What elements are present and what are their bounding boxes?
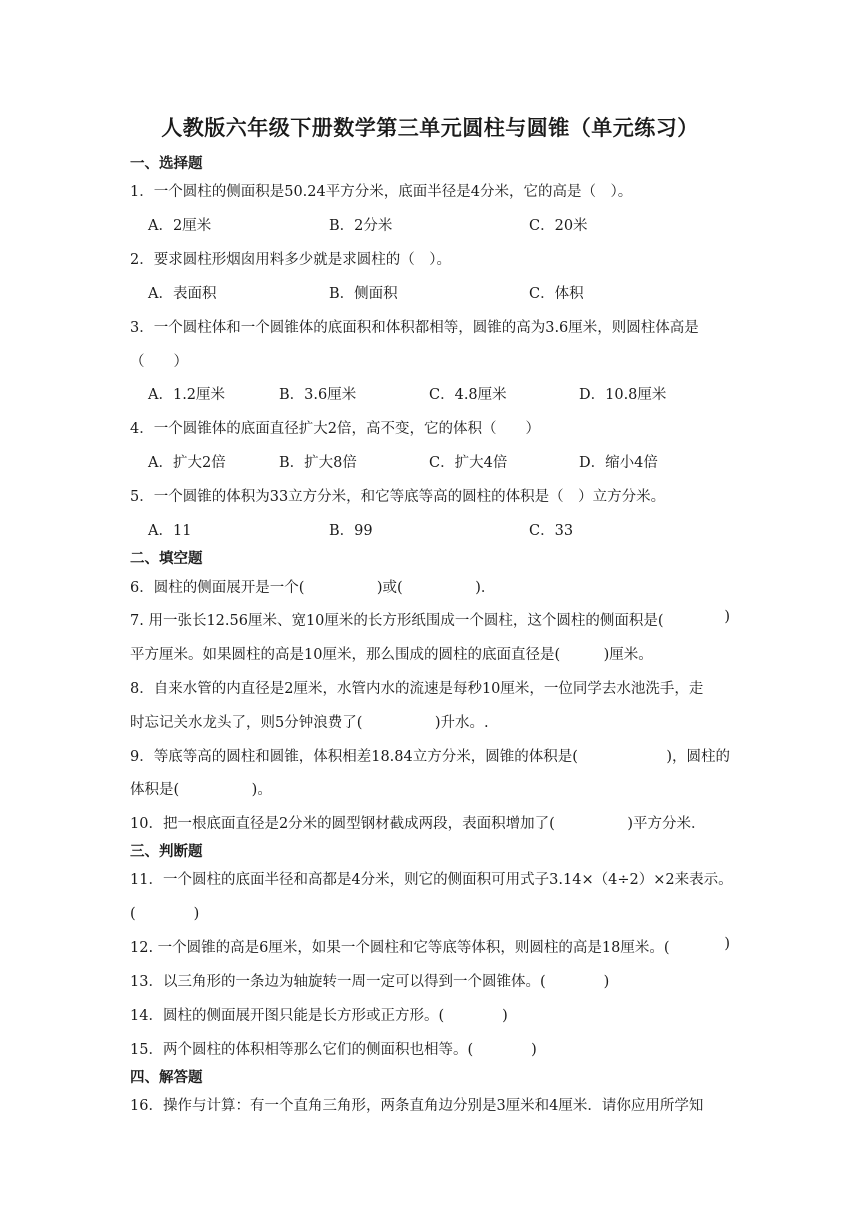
- question-1: 1．一个圆柱的侧面积是50.24平方分米，底面半径是4分米，它的高是（ ）。: [130, 184, 633, 200]
- option: A．扩大2倍: [148, 455, 226, 471]
- question-12-text: 12. 一个圆锥的高是6厘米，如果一个圆柱和它等底等体积，则圆柱的高是18厘米。(: [130, 940, 670, 956]
- option: A．1.2厘米: [148, 387, 226, 403]
- option: C．33: [529, 523, 574, 539]
- question-11-line-2: ( ): [130, 906, 200, 922]
- question-9-line-1: [130, 745, 730, 766]
- section-solve-heading: 四、解答题: [130, 1070, 203, 1086]
- question-4: 4．一个圆锥体的底面直径扩大2倍，高不变，它的体积（ ）: [130, 421, 540, 437]
- question-12: [130, 936, 730, 957]
- question-7-line-2: 平方厘米。如果圆柱的高是10厘米，那么围成的圆柱的底面直径是( )厘米。: [130, 647, 653, 663]
- question-2: 2．要求圆柱形烟囱用料多少就是求圆柱的（ ）。: [130, 252, 451, 268]
- option: C．扩大4倍: [429, 455, 508, 471]
- question-7-blank-close: ): [724, 609, 730, 625]
- option: B．侧面积: [329, 286, 398, 302]
- question-9-line-2: 体积是( )。: [130, 782, 272, 798]
- page-title: 人教版六年级下册数学第三单元圆柱与圆锥（单元练习）: [161, 116, 699, 140]
- section-judge-heading: 三、判断题: [130, 844, 203, 860]
- question-5: 5．一个圆锥的体积为33立方分米，和它等底等高的圆柱的体积是（ ）立方分米。: [130, 489, 666, 505]
- question-14: 14．圆柱的侧面展开图只能是长方形或正方形。( ): [130, 1008, 508, 1024]
- option: C．4.8厘米: [429, 387, 507, 403]
- question-8-line-1: 8．自来水管的内直径是2厘米，水管内水的流速是每秒10厘米，一位同学去水池洗手，走: [130, 681, 704, 697]
- question-13: 13．以三角形的一条边为轴旋转一周一定可以得到一个圆锥体。( ): [130, 974, 610, 990]
- section-choice-heading: 一、选择题: [130, 156, 203, 172]
- option: B．2分米: [329, 218, 393, 234]
- question-11-line-1: 11．一个圆柱的底面半径和高都是4分米，则它的侧面积可用式子3.14×（4÷2）×2来表示。: [130, 872, 733, 888]
- option: D．缩小4倍: [579, 455, 658, 471]
- question-9-text: 9．等底等高的圆柱和圆锥，体积相差18.84立方分米，圆锥的体积是(: [130, 749, 578, 765]
- option: C．体积: [529, 286, 584, 302]
- option: D．10.8厘米: [579, 387, 667, 403]
- option: A．11: [148, 523, 192, 539]
- option: B．3.6厘米: [279, 387, 357, 403]
- option: A．2厘米: [148, 218, 212, 234]
- option: B．扩大8倍: [279, 455, 357, 471]
- question-7-line-1: [130, 609, 730, 630]
- question-15: 15．两个圆柱的体积相等那么它们的侧面积也相等。( ): [130, 1042, 537, 1058]
- question-3-line-2: （ ）: [130, 354, 188, 370]
- question-7-text: 7. 用一张长12.56厘米、宽10厘米的长方形纸围成一个圆柱，这个圆柱的侧面积是(: [130, 613, 664, 629]
- option: C．20米: [529, 218, 588, 234]
- section-fill-heading: 二、填空题: [130, 551, 203, 567]
- option: A．表面积: [148, 286, 217, 302]
- question-16: 16．操作与计算：有一个直角三角形，两条直角边分别是3厘米和4厘米．请你应用所学知: [130, 1098, 704, 1114]
- question-6: 6．圆柱的侧面展开是一个( )或( )．: [130, 580, 496, 596]
- question-8-line-2: 时忘记关水龙头了，则5分钟浪费了( )升水。.: [130, 715, 489, 731]
- question-10: 10．把一根底面直径是2分米的圆型钢材截成两段，表面积增加了( )平方分米．: [130, 816, 706, 832]
- question-12-blank-close: ): [724, 936, 730, 952]
- question-3-line-1: 3．一个圆柱体和一个圆锥体的底面积和体积都相等，圆锥的高为3.6厘米，则圆柱体高是: [130, 320, 699, 336]
- option: B．99: [329, 523, 373, 539]
- question-9-text-end: )，圆柱的: [666, 749, 730, 765]
